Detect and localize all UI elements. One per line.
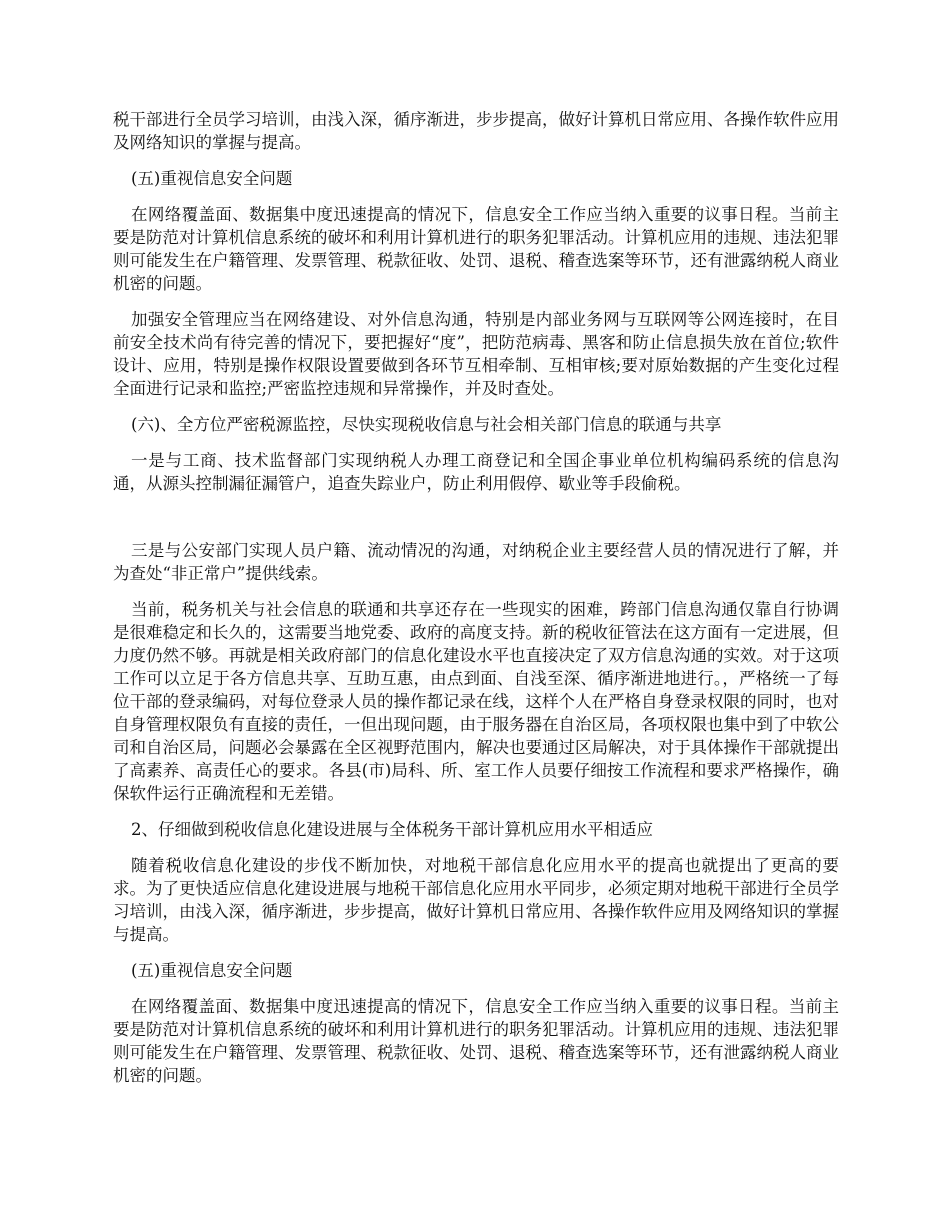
paragraph-industry-commerce-link: 一是与工商、技术监督部门实现纳税人办理工商登记和全国企事业单位机构编码系统的信息沟通，从源头控制漏征漏管户，追查失踪业户，防止利用假停、歇业等手段偷税。 — [113, 451, 839, 493]
paragraph-it-training: 随着税收信息化建设的步伐不断加快，对地税干部信息化应用水平的提高也就提出了更高的要求。为了更快适应信息化建设进展与地税干部信息化应用水平同步，必须定期对地税干部进行全员学习培训，由浅入深，循序渐进，步步提高，做好计算机日常应用、各操作软件应用及网络知识的掌握与提高。 — [113, 856, 839, 944]
heading-info-security: (五)重视信息安全问题 — [131, 169, 293, 188]
paragraph-security-management: 加强安全管理应当在网络建设、对外信息沟通，特别是内部业务网与互联网等公网连接时，在目前安全技术尚有待完善的情况下，要把握好“度”，把防范病毒、黑客和防止信息损失放在首位;软件设计、应用，特别是操作权限设置要做到各环节互相牵制、互相审核;要对原始数据的产生变化过程全面进行记录和监控;严密监控违规和异常操作，并及时查处。 — [113, 310, 839, 398]
heading-it-level-match: 2、仔细做到税收信息化建设进展与全体税务干部计算机应用水平相适应 — [131, 820, 653, 839]
document-page — [113, 108, 839, 1100]
heading-tax-source-monitoring: (六)、全方位严密税源监控，尽快实现税收信息与社会相关部门信息的联通与共享 — [131, 415, 722, 434]
paragraph-training-continuation: 税干部进行全员学习培训，由浅入深，循序渐进，步步提高，做好计算机日常应用、各操作软件应用及网络知识的掌握与提高。 — [113, 110, 839, 152]
paragraph-security-agenda: 在网络覆盖面、数据集中度迅速提高的情况下，信息安全工作应当纳入重要的议事日程。当前主要是防范对计算机信息系统的破坏和利用计算机进行的职务犯罪活动。计算机应用的违规、违法犯罪则可能发生在户籍管理、发票管理、税款征收、处罚、退税、稽查选案等环节，还有泄露纳税人商业机密的问题。 — [113, 205, 839, 293]
blank-gap — [113, 508, 839, 539]
paragraph-public-security-link: 三是与公安部门实现人员户籍、流动情况的沟通，对纳税企业主要经营人员的情况进行了解，并为查处“非正常户”提供线索。 — [113, 541, 839, 583]
heading-info-security-repeat: (五)重视信息安全问题 — [131, 961, 293, 980]
paragraph-security-agenda-repeat: 在网络覆盖面、数据集中度迅速提高的情况下，信息安全工作应当纳入重要的议事日程。当前主要是防范对计算机信息系统的破坏和利用计算机进行的职务犯罪活动。计算机应用的违规、违法犯罪则可能发生在户籍管理、发票管理、税款征收、处罚、退税、稽查选案等环节，还有泄露纳税人商业机密的问题。 — [113, 997, 839, 1085]
paragraph-current-difficulties: 当前，税务机关与社会信息的联通和共享还存在一些现实的困难，跨部门信息沟通仅靠自行协调是很难稳定和长久的，这需要当地党委、政府的高度支持。新的税收征管法在这方面有一定进展，但力度仍然不够。再就是相关政府部门的信息化建设水平也直接决定了双方信息沟通的实效。对于这项工作可以立足于各方信息共享、互助互惠，由点到面、自浅至深、循序渐进地进行。，严格统一了每位干部的登录编码，对每位登录人员的操作都记录在线，这样个人在严格自身登录权限的同时，也对自身管理权限负有直接的责任，一但出现问题，由于服务器在自治区局，各项权限也集中到了中软公司和自治区局，问题必会暴露在全区视野范围内，解决也要通过区局解决，对于具体操作干部就提出了高素养、高责任心的要求。各县(市)局科、所、室工作人员要仔细按工作流程和要求严格操作，确保软件运行正确流程和无差错。 — [113, 600, 839, 803]
